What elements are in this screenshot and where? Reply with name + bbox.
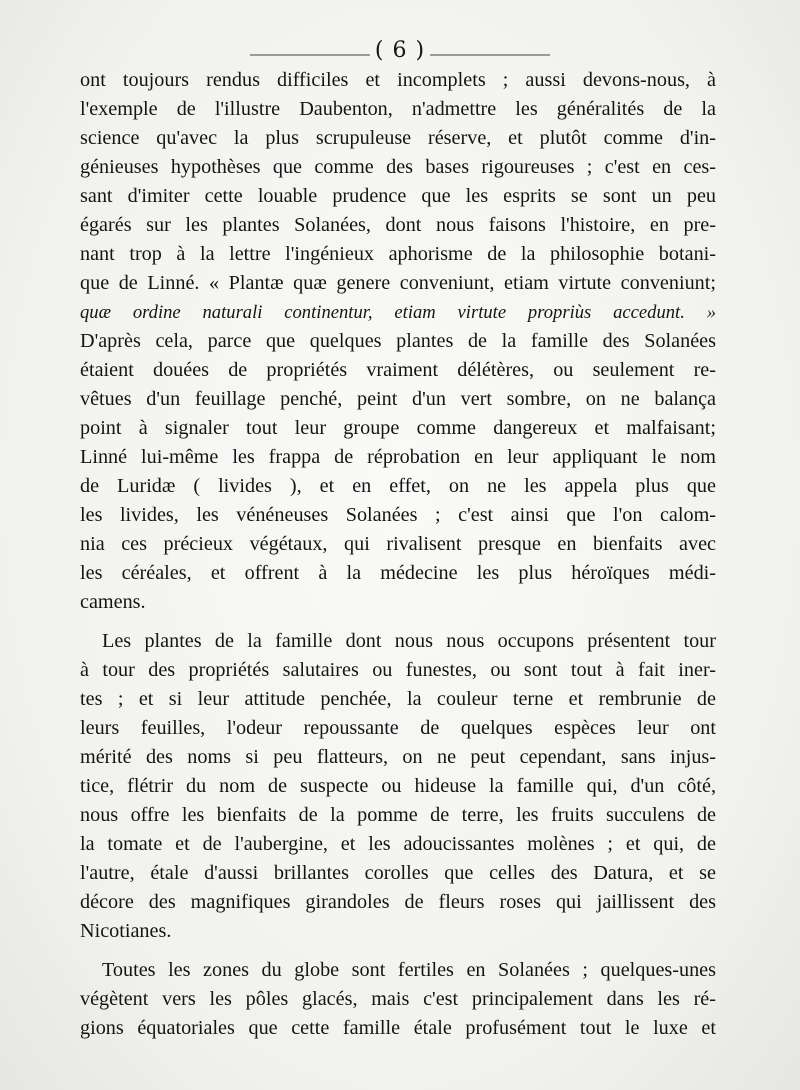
text-line: leurs feuilles, l'odeur repoussante de quelques espèces leur ont bbox=[80, 717, 716, 739]
text-line: ont toujours rendus difficiles et incomplets ; aussi devons-nous, à bbox=[80, 69, 716, 91]
text-line: décore des magnifiques girandoles de fleurs roses qui jaillissent des bbox=[80, 891, 716, 913]
text-line: nant trop à la lettre l'ingénieux aphorisme de la philosophie botani- bbox=[80, 243, 716, 265]
paragraph-3 bbox=[80, 956, 716, 1043]
text-line: vêtues d'un feuillage penché, peint d'un vert sombre, on ne balança bbox=[80, 388, 716, 410]
text-line: Nicotianes. bbox=[80, 920, 172, 942]
text-line: sant d'imiter cette louable prudence que les esprits se sont un peu bbox=[80, 185, 716, 207]
text-line: les livides, les vénéneuses Solanées ; c'est ainsi que l'on calom- bbox=[80, 504, 716, 526]
text-line: Toutes les zones du globe sont fertiles en Solanées ; quelques-unes bbox=[102, 959, 716, 981]
text-line: égarés sur les plantes Solanées, dont nous faisons l'histoire, en pre- bbox=[80, 214, 716, 236]
header-rule-right bbox=[430, 54, 550, 56]
text-line: la tomate et de l'aubergine, et les adoucissantes molènes ; et qui, de bbox=[80, 833, 716, 855]
text-line: mérité des noms si peu flatteurs, on ne peut cependant, sans injus- bbox=[80, 746, 716, 768]
text-line: l'autre, étale d'aussi brillantes corolles que celles des Datura, et se bbox=[80, 862, 716, 884]
text-line: D'après cela, parce que quelques plantes de la famille des Solanées bbox=[80, 330, 716, 352]
text-line: génieuses hypothèses que comme des bases rigoureuses ; c'est en ces- bbox=[80, 156, 716, 178]
text-line: l'exemple de l'illustre Daubenton, n'admettre les généralités de la bbox=[80, 98, 716, 120]
header-rule-left bbox=[250, 54, 370, 56]
text-line-latin-quote: quæ ordine naturali continentur, etiam virtute propriùs accedunt. » bbox=[80, 302, 716, 323]
text-line: science qu'avec la plus scrupuleuse réserve, et plutôt comme d'in- bbox=[80, 127, 716, 149]
paragraph-1 bbox=[80, 66, 716, 617]
text-line: camens. bbox=[80, 591, 146, 613]
text-line: tes ; et si leur attitude penchée, la couleur terne et rembrunie de bbox=[80, 688, 716, 710]
text-line: point à signaler tout leur groupe comme dangereux et malfaisant; bbox=[80, 417, 716, 439]
text-line-latin-quote: que de Linné. « Plantæ quæ genere conveniunt, etiam virtute conveniunt; bbox=[80, 272, 716, 294]
body-text bbox=[80, 66, 716, 1043]
text-line: tice, flétrir du nom de suspecte ou hideuse la famille qui, d'un côté, bbox=[80, 775, 716, 797]
text-line: les céréales, et offrent à la médecine les plus héroïques médi- bbox=[80, 562, 716, 584]
text-line: nia ces précieux végétaux, qui rivalisent presque en bienfaits avec bbox=[80, 533, 716, 555]
text-line: gions équatoriales que cette famille étale profusément tout le luxe et bbox=[80, 1017, 716, 1039]
page-header bbox=[0, 38, 800, 63]
text-line: à tour des propriétés salutaires ou funestes, ou sont tout à fait iner- bbox=[80, 659, 716, 681]
page-number: ( 6 ) bbox=[374, 38, 426, 63]
text-line: de Luridæ ( livides ), et en effet, on ne les appela plus que bbox=[80, 475, 716, 497]
text-line: étaient douées de propriétés vraiment délétères, ou seulement re- bbox=[80, 359, 716, 381]
text-line: végètent vers les pôles glacés, mais c'est principalement dans les ré- bbox=[80, 988, 716, 1010]
text-line: nous offre les bienfaits de la pomme de terre, les fruits succulens de bbox=[80, 804, 716, 826]
text-line: Linné lui-même les frappa de réprobation en leur appliquant le nom bbox=[80, 446, 716, 468]
paragraph-2 bbox=[80, 627, 716, 946]
text-line: Les plantes de la famille dont nous nous occupons présentent tour bbox=[102, 630, 716, 652]
